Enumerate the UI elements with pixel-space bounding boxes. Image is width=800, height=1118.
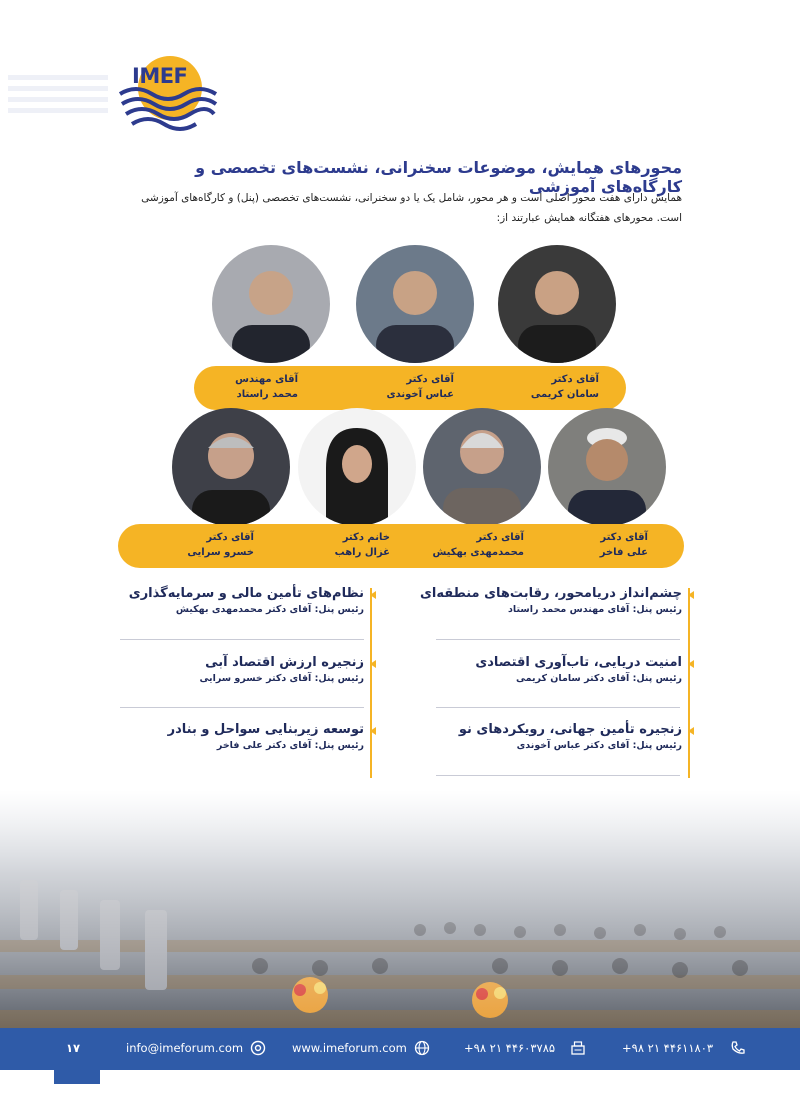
panel-right-3: زنجیره تأمین جهانی، رویکردهای نو رئیس پنل: آقای دکتر عباس آخوندی bbox=[458, 722, 682, 751]
speaker-label-1-2: آقای دکتر عباس آخوندی bbox=[386, 374, 454, 400]
bullet-icon bbox=[370, 727, 376, 735]
panel-right-1: چشم‌انداز دریامحور، رقابت‌های منطقه‌ای رئیس پنل: آقای مهندس محمد راستاد bbox=[419, 586, 682, 615]
decorative-stripes bbox=[8, 75, 108, 119]
speaker-label-1-1: آقای دکتر سامان کریمی bbox=[530, 374, 599, 400]
panel-separator bbox=[436, 707, 680, 708]
phone-icon bbox=[730, 1040, 746, 1056]
conference-hall-image bbox=[0, 790, 800, 1030]
speaker-label-2-4: آقای دکتر خسرو سرایی bbox=[187, 532, 254, 558]
globe-icon bbox=[414, 1040, 430, 1056]
panel-separator bbox=[436, 639, 680, 640]
panel-separator bbox=[436, 775, 680, 776]
speaker-photo-2-4 bbox=[172, 408, 290, 526]
speaker-label-2-3: خانم دکتر غزال راهب bbox=[334, 532, 390, 558]
speaker-photo-2-2 bbox=[423, 408, 541, 526]
speaker-label-2-1: آقای دکتر علی فاخر bbox=[599, 532, 648, 558]
bullet-icon bbox=[370, 591, 376, 599]
bullet-icon bbox=[370, 660, 376, 668]
speaker-photo-1-2 bbox=[356, 245, 474, 363]
logo-text: IMEF bbox=[132, 64, 188, 88]
intro-paragraph: همایش دارای هفت محور اصلی است و هر محور، شامل یک یا دو سخنرانی، نشست‌های تخصصی (پنل) و کارگاه‌های آموزشی است. محورهای هفتگانه همایش عبارتند از: bbox=[141, 192, 682, 224]
footer-fax: +۹۸ ۲۱ ۴۴۶۰۳۷۸۵ bbox=[464, 1041, 556, 1055]
panel-divider-right bbox=[688, 588, 690, 778]
bullet-icon bbox=[688, 727, 694, 735]
page-heading: محورهای همایش، موضوعات سخنرانی، نشست‌های تخصصی و کارگاه‌های آموزشی bbox=[195, 158, 682, 196]
bullet-icon bbox=[688, 660, 694, 668]
panel-divider-left bbox=[370, 588, 372, 778]
panel-separator bbox=[120, 707, 364, 708]
panel-left-1: نظام‌های تأمین مالی و سرمایه‌گذاری رئیس پنل: آقای دکتر محمدمهدی بهکیش bbox=[128, 586, 364, 615]
speaker-label-2-2: آقای دکتر محمدمهدی بهکیش bbox=[432, 532, 524, 558]
footer-email[interactable]: info@imeforum.com bbox=[126, 1041, 244, 1055]
speaker-photo-2-1 bbox=[548, 408, 666, 526]
panel-left-2: زنجیره ارزش اقتصاد آبی رئیس پنل: آقای دکتر خسرو سرایی bbox=[199, 655, 364, 684]
speaker-photo-2-3 bbox=[298, 408, 416, 526]
at-icon bbox=[250, 1040, 266, 1056]
page-number: ۱۷ bbox=[66, 1041, 81, 1055]
panel-left-3: توسعه زیربنایی سواحل و بنادر رئیس پنل: آقای دکتر علی فاخر bbox=[167, 722, 364, 751]
panel-right-2: امنیت دریایی، تاب‌آوری اقتصادی رئیس پنل: آقای دکتر سامان کریمی bbox=[475, 655, 682, 684]
imef-logo bbox=[118, 52, 218, 132]
footer-website[interactable]: www.imeforum.com bbox=[292, 1041, 407, 1055]
fax-icon bbox=[570, 1040, 586, 1056]
speaker-label-1-3: آقای مهندس محمد راستاد bbox=[235, 374, 298, 400]
panel-separator bbox=[120, 639, 364, 640]
speaker-photo-1-3 bbox=[212, 245, 330, 363]
footer-phone: +۹۸ ۲۱ ۴۴۶۱۱۸۰۳ bbox=[622, 1041, 714, 1055]
bullet-icon bbox=[688, 591, 694, 599]
speaker-photo-1-1 bbox=[498, 245, 616, 363]
